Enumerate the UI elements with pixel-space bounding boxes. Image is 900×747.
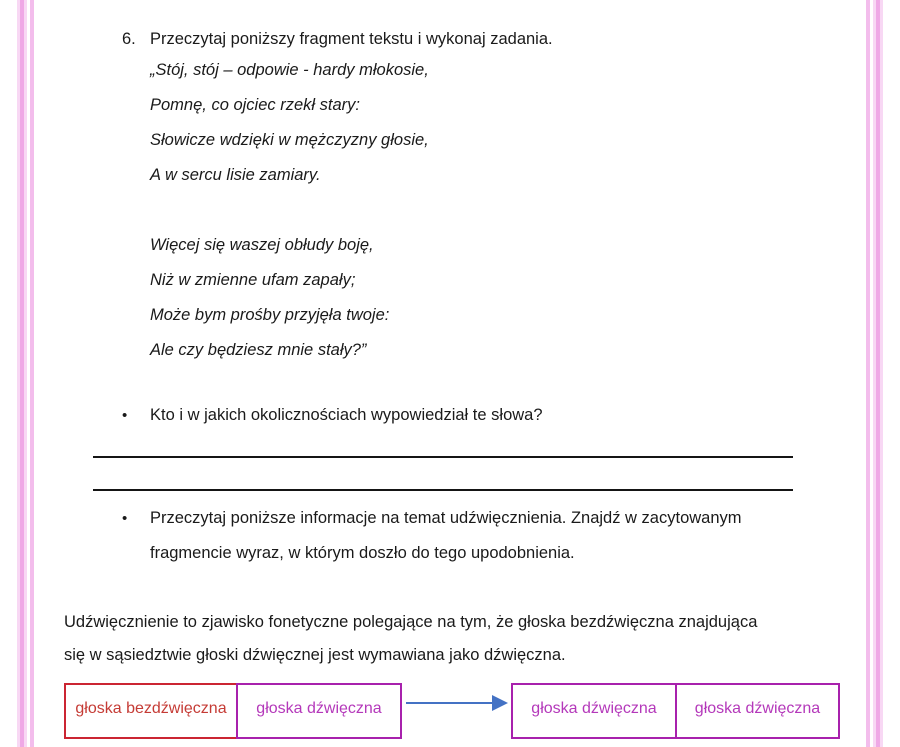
task-heading: [122, 22, 553, 57]
answer-line: [93, 456, 793, 458]
task-number: 6.: [122, 30, 136, 48]
definition-line: Udźwięcznienie to zjawisko fonetyczne polegające na tym, że głoska bezdźwięczna znajdująca: [64, 613, 758, 631]
poem-line: Może bym prośby przyjęła twoje:: [150, 306, 390, 324]
bullet-question-1: [122, 398, 543, 433]
poem-line: Niż w zmienne ufam zapały;: [150, 271, 356, 289]
arrow-right-icon: [492, 695, 508, 711]
box-label: głoska dźwięczna: [531, 700, 657, 717]
bullet-icon: •: [122, 407, 128, 424]
box-gloska-dzwieczna-1: [236, 683, 402, 739]
bullet-question-2-line: Przeczytaj poniższe informacje na temat udźwięcznienia. Znajdź w zacytowanym: [150, 509, 742, 527]
page-border-right: [866, 0, 883, 747]
poem-line: A w sercu lisie zamiary.: [150, 166, 321, 184]
task-instruction: Przeczytaj poniższy fragment tekstu i wykonaj zadania.: [150, 30, 553, 48]
poem-line: Więcej się waszej obłudy boję,: [150, 236, 374, 254]
box-gloska-dzwieczna-3: [675, 683, 840, 739]
page-border-left: [17, 0, 34, 747]
bullet-question-2: [122, 501, 742, 571]
poem-line: Ale czy będziesz mnie stały?”: [150, 341, 367, 359]
bullet-question-1-text: Kto i w jakich okolicznościach wypowiedział te słowa?: [150, 406, 543, 424]
poem-stanza-2: [150, 228, 389, 368]
box-gloska-bezdzwieczna: [64, 683, 238, 739]
bullet-question-2-line: fragmencie wyraz, w którym doszło do tego upodobnienia.: [150, 544, 575, 562]
box-label: głoska dźwięczna: [256, 700, 382, 717]
poem-line: Słowicze wdzięki w mężczyzny głosie,: [150, 131, 429, 149]
poem-stanza-1: [150, 53, 429, 193]
bullet-icon: •: [122, 510, 128, 527]
definition-paragraph: [64, 606, 854, 672]
answer-line: [93, 489, 793, 491]
definition-line: się w sąsiedztwie głoski dźwięcznej jest wymawiana jako dźwięczna.: [64, 646, 566, 664]
box-gloska-dzwieczna-2: [511, 683, 677, 739]
poem-line: „Stój, stój – odpowie - hardy młokosie,: [150, 61, 429, 79]
poem-line: Pomnę, co ojciec rzekł stary:: [150, 96, 360, 114]
box-label: głoska dźwięczna: [694, 700, 821, 717]
arrow-right-icon: [406, 702, 494, 704]
box-label: głoska bezdźwięczna: [75, 700, 227, 717]
bullet-question-2-text: [150, 501, 742, 571]
